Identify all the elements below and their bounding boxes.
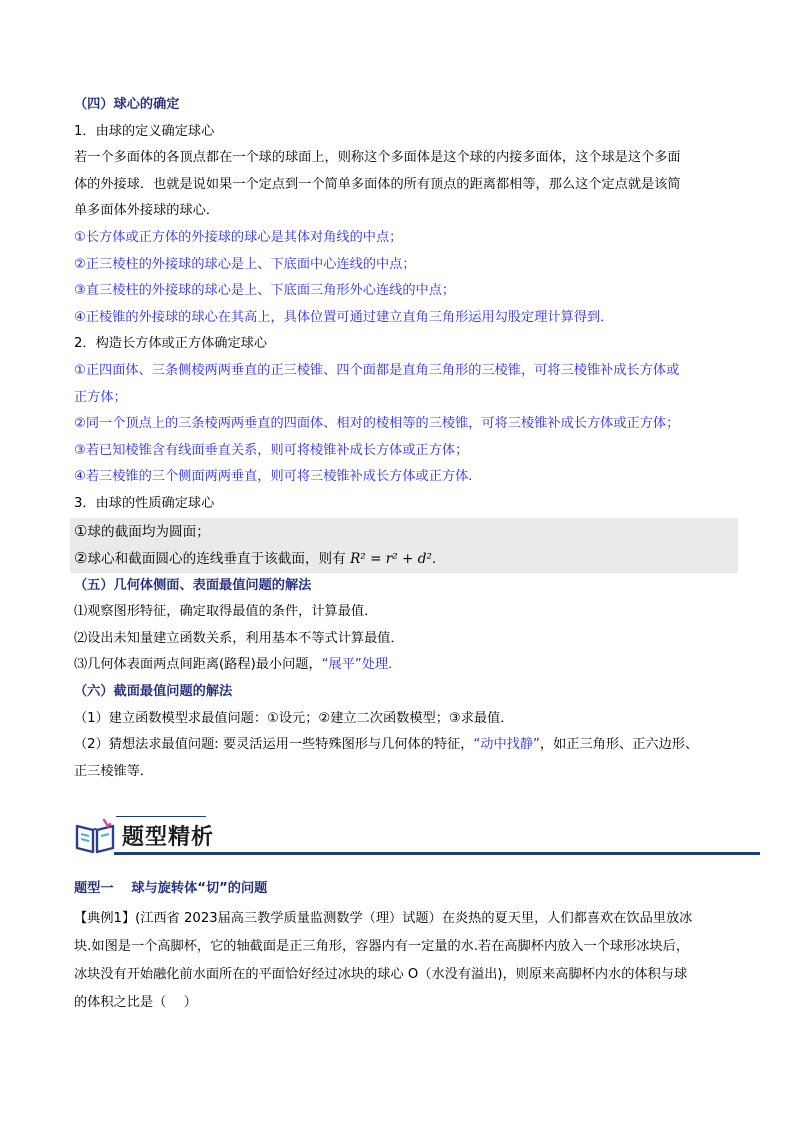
highlight-text: “展平”处理． [321, 657, 402, 673]
list-item [74, 545, 738, 573]
subsection-1-title: 1．由球的定义确定球心 [74, 123, 215, 139]
theory-section [74, 92, 734, 785]
subsection-3-title: 3．由球的性质确定球心 [74, 495, 215, 511]
paragraph-line: 【典例1】(江西省 2023届高三教学质量监测数学（理）试题）在炎热的夏天里，人们都喜欢在饮品里放冰 [74, 911, 693, 926]
list-item: ②同一个顶点上的三条棱两两垂直的四面体、相对的棱相等的三棱锥，可将三棱锥补成长方体或正方体； [74, 416, 680, 432]
banner-rule [114, 852, 760, 855]
paragraph-line: 冰块没有开始融化前水面所在的平面恰好经过冰块的球心 O（水没有溢出)，则原来高脚杯内水的体积与球 [74, 967, 688, 982]
banner-title: 题型精析 [122, 825, 215, 850]
list-item: ⑴观察图形特征，确定取得最值的条件，计算最值． [74, 604, 378, 620]
list-marker: ② [74, 549, 88, 568]
list-item [74, 518, 738, 546]
paragraph-line: 若一个多面体的各顶点都在一个球的球面上，则称这个多面体是这个球的内接多面体，这个球是这个多面 [74, 150, 681, 166]
paragraph-line: 块.如图是一个高脚杯，它的轴截面是正三角形，容器内有一定量的水.若在高脚杯内放入一个球形冰块后， [74, 939, 690, 954]
formula: R² = r² + d² [350, 551, 432, 568]
paragraph-line: 的体积之比是（ ） [74, 995, 197, 1010]
section-banner [74, 814, 760, 860]
list-item [74, 652, 734, 679]
example-section [74, 875, 734, 1017]
list-item: 正方体； [74, 389, 127, 405]
list-item: ④若三棱锥的三个侧面两两垂直，则可将三棱锥补成长方体或正方体. [74, 469, 473, 485]
list-item: ③若已知棱锥含有线面垂直关系，则可将棱锥补成长方体或正方体； [74, 442, 469, 458]
paragraph-line: 体的外接球．也就是说如果一个定点到一个简单多面体的所有顶点的距离都相等，那么这个定点就是该简 [74, 176, 681, 192]
list-item: ①正四面体、三条侧棱两两垂直的正三棱锥、四个面都是直角三角形的三棱锥，可将三棱锥补成长方体或 [74, 362, 680, 378]
list-text: ，如正三角形、正六边形、 [539, 737, 699, 753]
list-text-end: . [431, 551, 437, 568]
subsection-2-title: 2．构造长方体或正方体确定球心 [74, 336, 268, 352]
paragraph-line: 单多面体外接球的球心． [74, 203, 220, 219]
list-text: 球的截面均为圆面； [87, 523, 210, 540]
list-text: ⑶几何体表面两点间距离(路程)最小问题， [74, 657, 322, 673]
list-item: ③直三棱柱的外接球的球心是上、下底面三角形外心连线的中点； [74, 283, 456, 299]
open-book-icon [74, 816, 116, 856]
list-item: ①长方体或正方体的外接球的球心是其体对角线的中点； [74, 229, 403, 245]
list-item: ⑵设出未知量建立函数关系，利用基本不等式计算最值． [74, 630, 404, 646]
type-1-title: 题型一 球与旋转体“切”的问题 [74, 881, 268, 896]
highlight-box [70, 518, 738, 573]
list-item: （1）建立函数模型求最值问题：①设元；②建立二次函数模型；③求最值． [74, 710, 514, 726]
list-text: 球心和截面圆心的连线垂直于该截面，则有 [87, 551, 351, 568]
list-item: ④正棱锥的外接球的球心在其高上，具体位置可通过建立直角三角形运用勾股定理计算得到． [74, 309, 614, 325]
list-item: 正三棱锥等． [74, 763, 154, 779]
list-item [74, 732, 734, 759]
section-5-title: （五）几何体侧面、表面最值问题的解法 [74, 577, 312, 593]
section-6-title: （六）截面最值问题的解法 [74, 684, 233, 700]
highlight-text: “动中找静” [473, 737, 540, 753]
list-item: ②正三棱柱的外接球的球心是上、下底面中心连线的中点； [74, 256, 416, 272]
section-4-title: （四）球心的确定 [74, 97, 180, 112]
banner-top-rule [116, 816, 206, 817]
list-marker: ① [74, 521, 88, 540]
list-text: （2）猜想法求最值问题: 要灵活运用一些特殊图形与几何体的特征， [74, 737, 474, 753]
